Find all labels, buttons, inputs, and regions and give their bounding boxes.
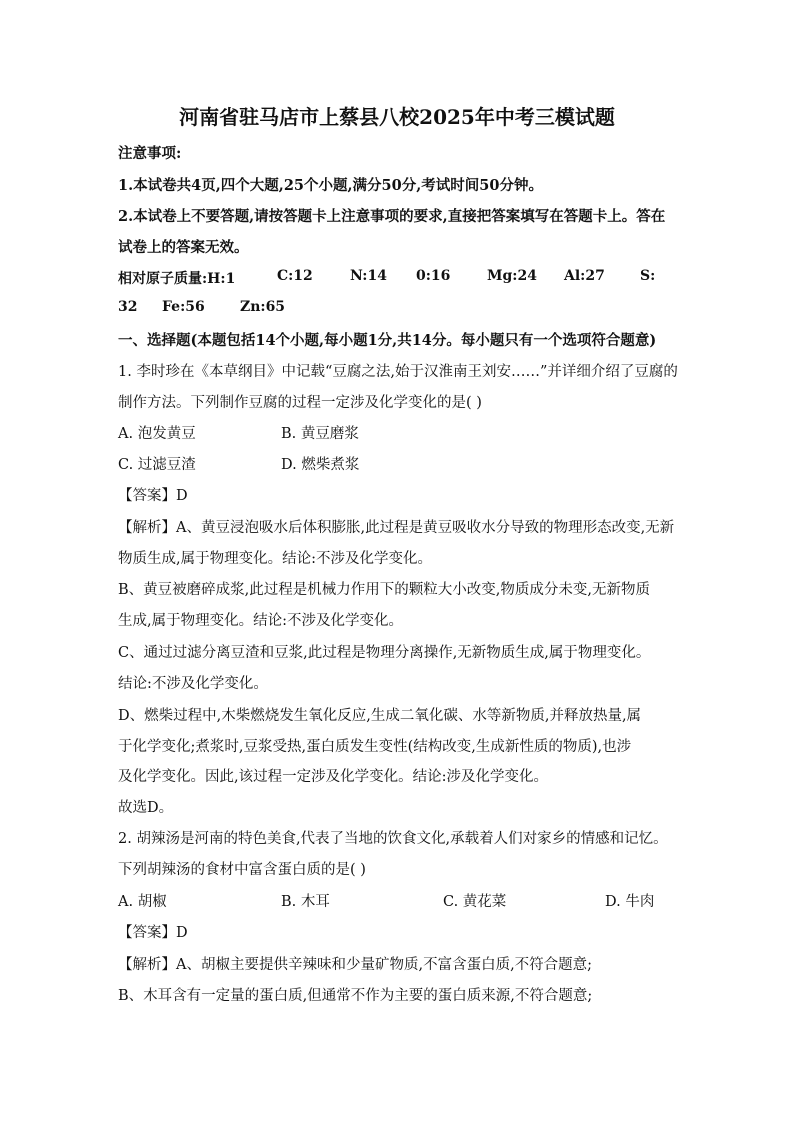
q1-answer: 【答案】D bbox=[118, 488, 188, 504]
notice-item-2-line-2: 试卷上的答案无效。 bbox=[118, 239, 249, 256]
atomic-mass-s-value: 32 bbox=[118, 299, 138, 315]
atomic-mass-mg: Mg:24 bbox=[487, 268, 537, 284]
q1-option-c: C. 过滤豆渣 bbox=[118, 457, 196, 473]
notice-item-1: 1.本试卷共4页,四个大题,25个小题,满分50分,考试时间50分钟。 bbox=[118, 177, 543, 194]
q1-analysis-line: C、通过过滤分离豆渣和豆浆,此过程是物理分离操作,无新物质生成,属于物理变化。 bbox=[118, 645, 651, 661]
section-heading: 一、选择题(本题包括14个小题,每小题1分,共14分。每小题只有一个选项符合题意) bbox=[118, 332, 657, 349]
q1-option-a: A. 泡发黄豆 bbox=[118, 426, 196, 442]
q1-stem-line-1: 1. 李时珍在《本草纲目》中记载“豆腐之法,始于汉淮南王刘安……”并详细介绍了豆腐的 bbox=[118, 364, 678, 380]
q2-option-a: A. 胡椒 bbox=[118, 894, 167, 910]
atomic-mass-zn: Zn:65 bbox=[240, 299, 286, 315]
q1-option-b: B. 黄豆磨浆 bbox=[281, 426, 359, 442]
q1-stem-line-2: 制作方法。下列制作豆腐的过程一定涉及化学变化的是( ) bbox=[118, 395, 482, 411]
q1-analysis-line: 故选D。 bbox=[118, 800, 174, 816]
q2-option-c: C. 黄花菜 bbox=[443, 894, 507, 910]
q2-analysis-line: B、木耳含有一定量的蛋白质,但通常不作为主要的蛋白质来源,不符合题意; bbox=[118, 988, 593, 1004]
atomic-mass-al: Al:27 bbox=[564, 268, 605, 284]
atomic-mass-row bbox=[0, 268, 794, 288]
atomic-mass-c: C:12 bbox=[277, 268, 313, 284]
atomic-mass-label: 相对原子质量:H:1 bbox=[118, 271, 236, 287]
notice-heading: 注意事项: bbox=[118, 145, 182, 162]
atomic-mass-s: S: bbox=[640, 268, 656, 284]
atomic-mass-row-2 bbox=[0, 299, 794, 319]
q2-stem-line-1: 2. 胡辣汤是河南的特色美食,代表了当地的饮食文化,承载着人们对家乡的情感和记忆。 bbox=[118, 831, 668, 847]
q1-analysis-line: 结论:不涉及化学变化。 bbox=[118, 676, 268, 692]
q1-analysis-line: D、燃柴过程中,木柴燃烧发生氧化反应,生成二氧化碳、水等新物质,并释放热量,属 bbox=[118, 708, 642, 724]
q2-option-d: D. 牛肉 bbox=[605, 894, 655, 910]
atomic-mass-o: 0:16 bbox=[416, 268, 451, 284]
q1-analysis-line: 【解析】A、黄豆浸泡吸水后体积膨胀,此过程是黄豆吸收水分导致的物理形态改变,无新 bbox=[118, 520, 675, 536]
q1-analysis-line: 生成,属于物理变化。结论:不涉及化学变化。 bbox=[118, 613, 403, 629]
q2-stem-line-2: 下列胡辣汤的食材中富含蛋白质的是( ) bbox=[118, 862, 366, 878]
notice-item-2-line-1: 2.本试卷上不要答题,请按答题卡上注意事项的要求,直接把答案填写在答题卡上。答在 bbox=[118, 208, 666, 225]
q1-analysis-line: B、黄豆被磨碎成浆,此过程是机械力作用下的颗粒大小改变,物质成分未变,无新物质 bbox=[118, 582, 650, 598]
q1-analysis-line: 于化学变化;煮浆时,豆浆受热,蛋白质发生变性(结构改变,生成新性质的物质),也涉 bbox=[118, 739, 632, 755]
page-title: 河南省驻马店市上蔡县八校2025年中考三模试题 bbox=[179, 105, 615, 129]
q2-analysis-line: 【解析】A、胡椒主要提供辛辣味和少量矿物质,不富含蛋白质,不符合题意; bbox=[118, 957, 593, 973]
q1-analysis-line: 及化学变化。因此,该过程一定涉及化学变化。结论:涉及化学变化。 bbox=[118, 769, 548, 785]
q2-option-b: B. 木耳 bbox=[281, 894, 330, 910]
q1-option-d: D. 燃柴煮浆 bbox=[281, 457, 360, 473]
atomic-mass-fe: Fe:56 bbox=[162, 299, 205, 315]
q2-answer: 【答案】D bbox=[118, 925, 188, 941]
atomic-mass-n: N:14 bbox=[350, 268, 387, 284]
q1-analysis-line: 物质生成,属于物理变化。结论:不涉及化学变化。 bbox=[118, 551, 432, 567]
